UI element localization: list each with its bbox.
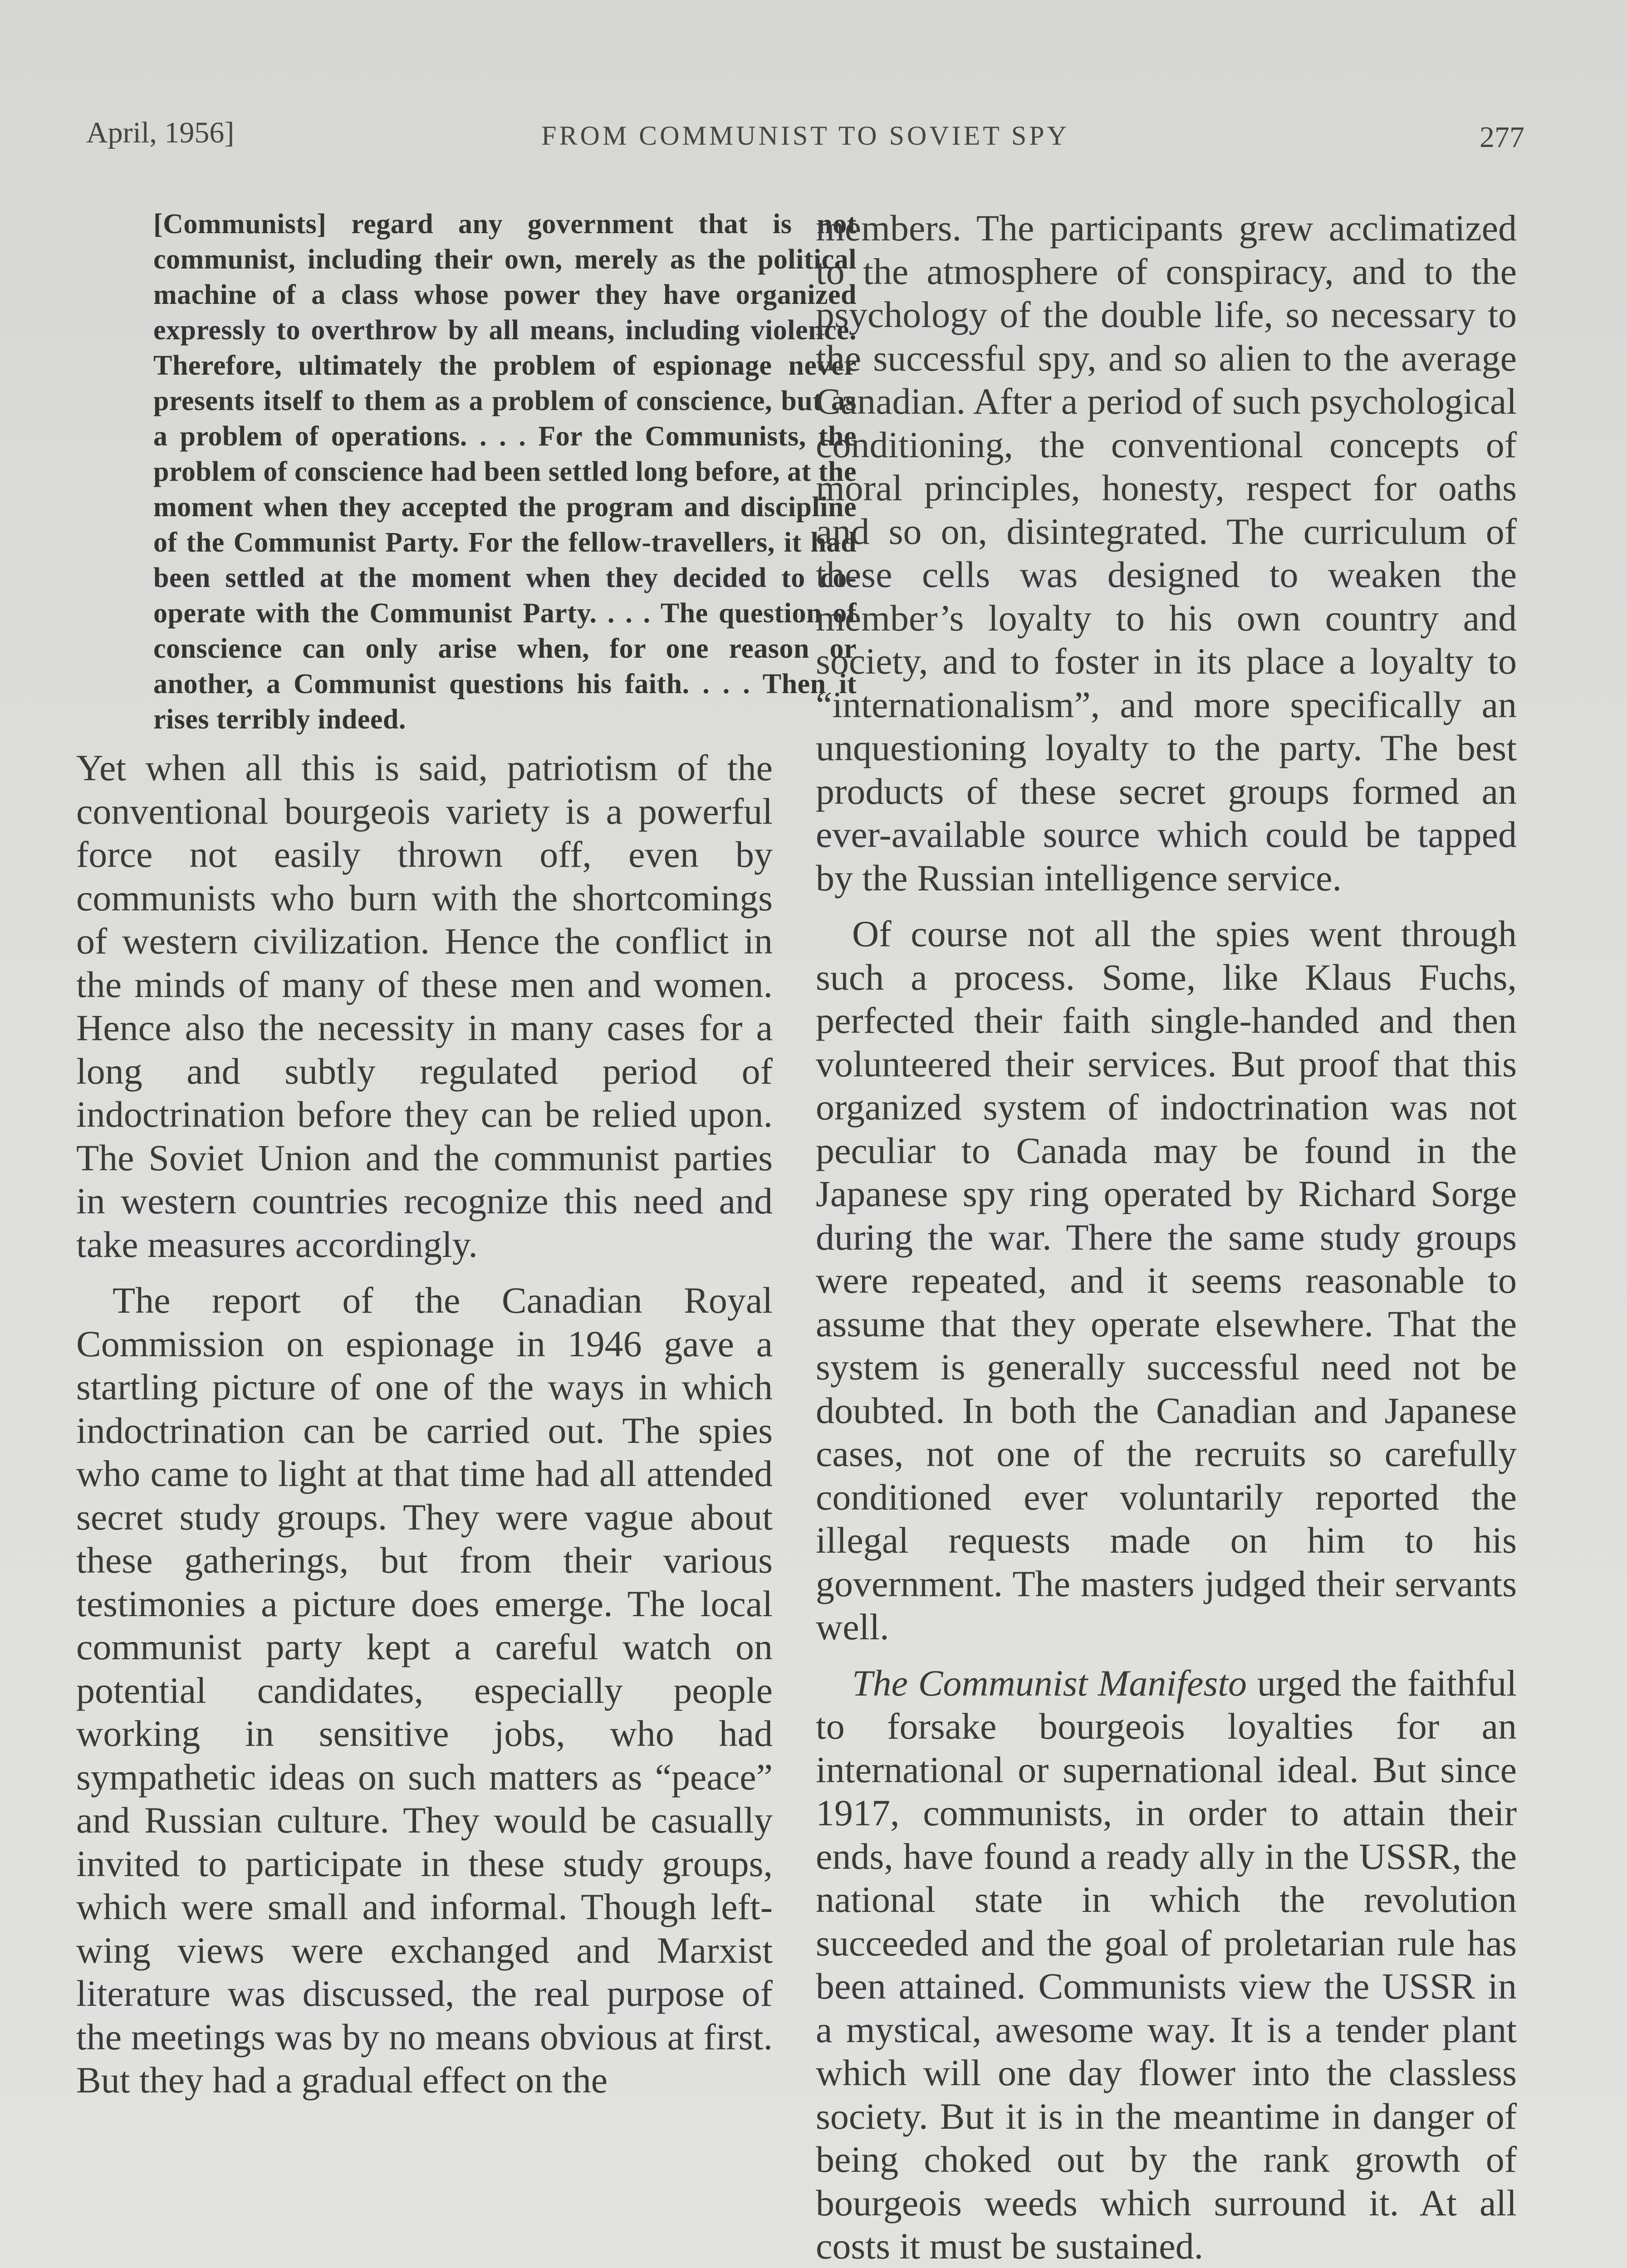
page-number: 277 xyxy=(1480,121,1524,154)
book-title: The Communist Manifesto xyxy=(852,1662,1247,1704)
issue-date: April, 1956] xyxy=(86,116,235,149)
paragraph: members. The participants grew acclimatized to the atmosphere of conspiracy, and to the psychology of the double life, so necessary to the successful spy, and so alien to the average Canadian. After a period of such psychological conditioning, the conventional concepts of moral principles, honesty, respect for oaths and so on, disintegrated. The curriculum of these cells was designed to weaken the member’s loyalty to his own country and society, and to foster in its place a loyalty to “internationalism”, and more specifically an unquestioning loyalty to the party. The best products of these secret groups formed an ever-available source which could be tapped by the Russian intelligence service. xyxy=(816,207,1517,899)
left-column xyxy=(76,206,857,2102)
block-quote: [Communists] regard any government that is not communist, including their own, merely as the political machine of a class whose power they have organized expressly to overthrow by all means, including violence. Therefore, ultimately the problem of espionage never presents itself to them as a problem of conscience, but as a problem of operations. . . . For the Communists, the problem of conscience had been settled long before, at the moment when they accepted the program and discipline of the Communist Party. For the fellow-travellers, it had been settled at the moment when they decided to co-operate with the Communist Party. . . . The question of conscience can only arise when, for one reason or another, a Communist questions his faith. . . . Then it rises terribly indeed. xyxy=(153,209,857,735)
right-column xyxy=(816,206,1517,2268)
paragraph-text: urged the faithful to forsake bourgeois loyalties for an international or supernational ideal. But since 1917, communists, in order to attain their ends, have found a ready ally in the USSR, the national state in which the revolution succeeded and the goal of proletarian rule has been attained. Communists view the USSR in a mystical, awesome way. It is a tender plant which will one day flower into the classless society. But it is in the meantime in danger of being choked out by the rank growth of bourgeois weeds which surround it. At all costs it must be sustained. xyxy=(816,1662,1517,2267)
paragraph: The report of the Canadian Royal Commission on espionage in 1946 gave a startling picture of one of the ways in which indoctrination can be carried out. The spies who came to light at that time had all attended secret study groups. They were vague about these gatherings, but from their various testimonies a picture does emerge. The local communist party kept a careful watch on potential candidates, especially people working in sensitive jobs, who had sympathetic ideas on such matters as “peace” and Russian culture. They would be casually invited to participate in these study groups, which were small and informal. Though left-wing views were exchanged and Marxist literature was discussed, the real purpose of the meetings was by no means obvious at first. But they had a gradual effect on the xyxy=(76,1280,773,2101)
running-head xyxy=(86,116,1524,166)
paragraph xyxy=(816,1662,1517,2268)
paragraph: Yet when all this is said, patriotism of the conventional bourgeois variety is a powerful force not easily thrown off, even by communists who burn with the shortcomings of western civilization. Hence the conflict in the minds of many of these men and women. Hence also the necessity in many cases for a long and subtly regulated period of indoctrination before they can be relied upon. The Soviet Union and the communist parties in western countries recognize this need and take measures accordingly. xyxy=(76,747,773,1265)
paragraph: Of course not all the spies went through such a process. Some, like Klaus Fuchs, perfected their faith single-handed and then volunteered their services. But proof that this organized system of indoctrination was not peculiar to Canada may be found in the Japanese spy ring operated by Richard Sorge during the war. There the same study groups were repeated, and it seems reasonable to assume that they operate elsewhere. That the system is generally successful need not be doubted. In both the Canadian and Japanese cases, not one of the recruits so carefully conditioned ever voluntarily reported the illegal requests made on him to his government. The masters judged their servants well. xyxy=(816,913,1517,1647)
article-title: FROM COMMUNIST TO SOVIET SPY xyxy=(541,121,1069,151)
